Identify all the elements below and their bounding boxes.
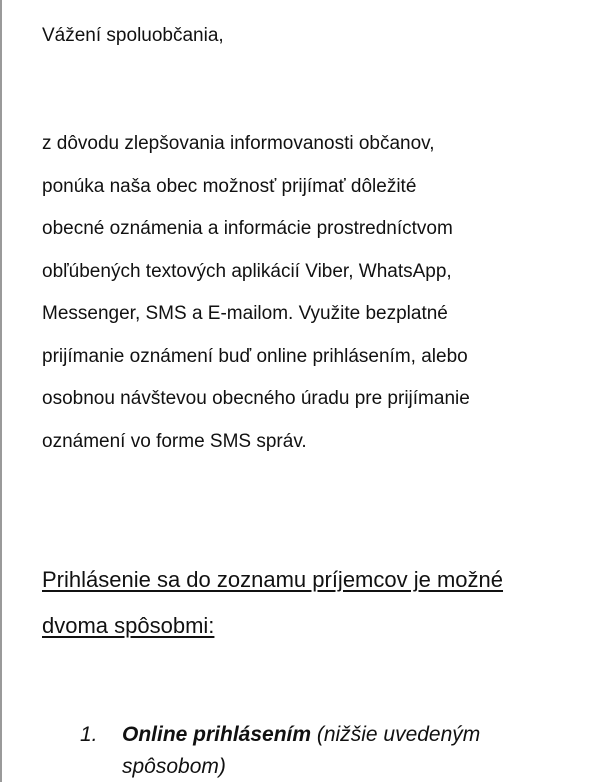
heading-line: dvoma spôsobmi: xyxy=(42,613,215,638)
body-line: prijímanie oznámení buď online prihlásením, alebo xyxy=(42,345,468,367)
body-line: oznámení vo forme SMS správ. xyxy=(42,430,307,452)
list-item-title: Online prihlásením xyxy=(122,723,312,746)
list-item xyxy=(80,719,550,783)
body-line: Messenger, SMS a E-mailom. Využite bezplatné xyxy=(42,303,448,324)
heading-line: Prihlásenie sa do zoznamu príjemcov je možné xyxy=(42,567,504,592)
list-item-note: (nižšie uvedeným spôsobom) xyxy=(122,723,481,778)
options-list xyxy=(80,719,550,783)
body-line: osobnou návštevou obecného úradu pre prijímanie xyxy=(42,388,470,409)
section-heading xyxy=(42,557,562,649)
body-line: ponúka naša obec možnosť prijímať dôležité xyxy=(42,175,417,197)
greeting: Vážení spoluobčania, xyxy=(42,25,224,46)
body-line: obecné oznámenia a informácie prostredníctvom xyxy=(42,218,453,239)
body-line: z dôvodu zlepšovania informovanosti občanov, xyxy=(42,133,435,154)
body-paragraph xyxy=(42,123,562,463)
body-line: obľúbených textových aplikácií Viber, WhatsApp, xyxy=(42,260,452,282)
letter-content xyxy=(42,22,562,778)
list-number: 1. xyxy=(80,723,98,746)
